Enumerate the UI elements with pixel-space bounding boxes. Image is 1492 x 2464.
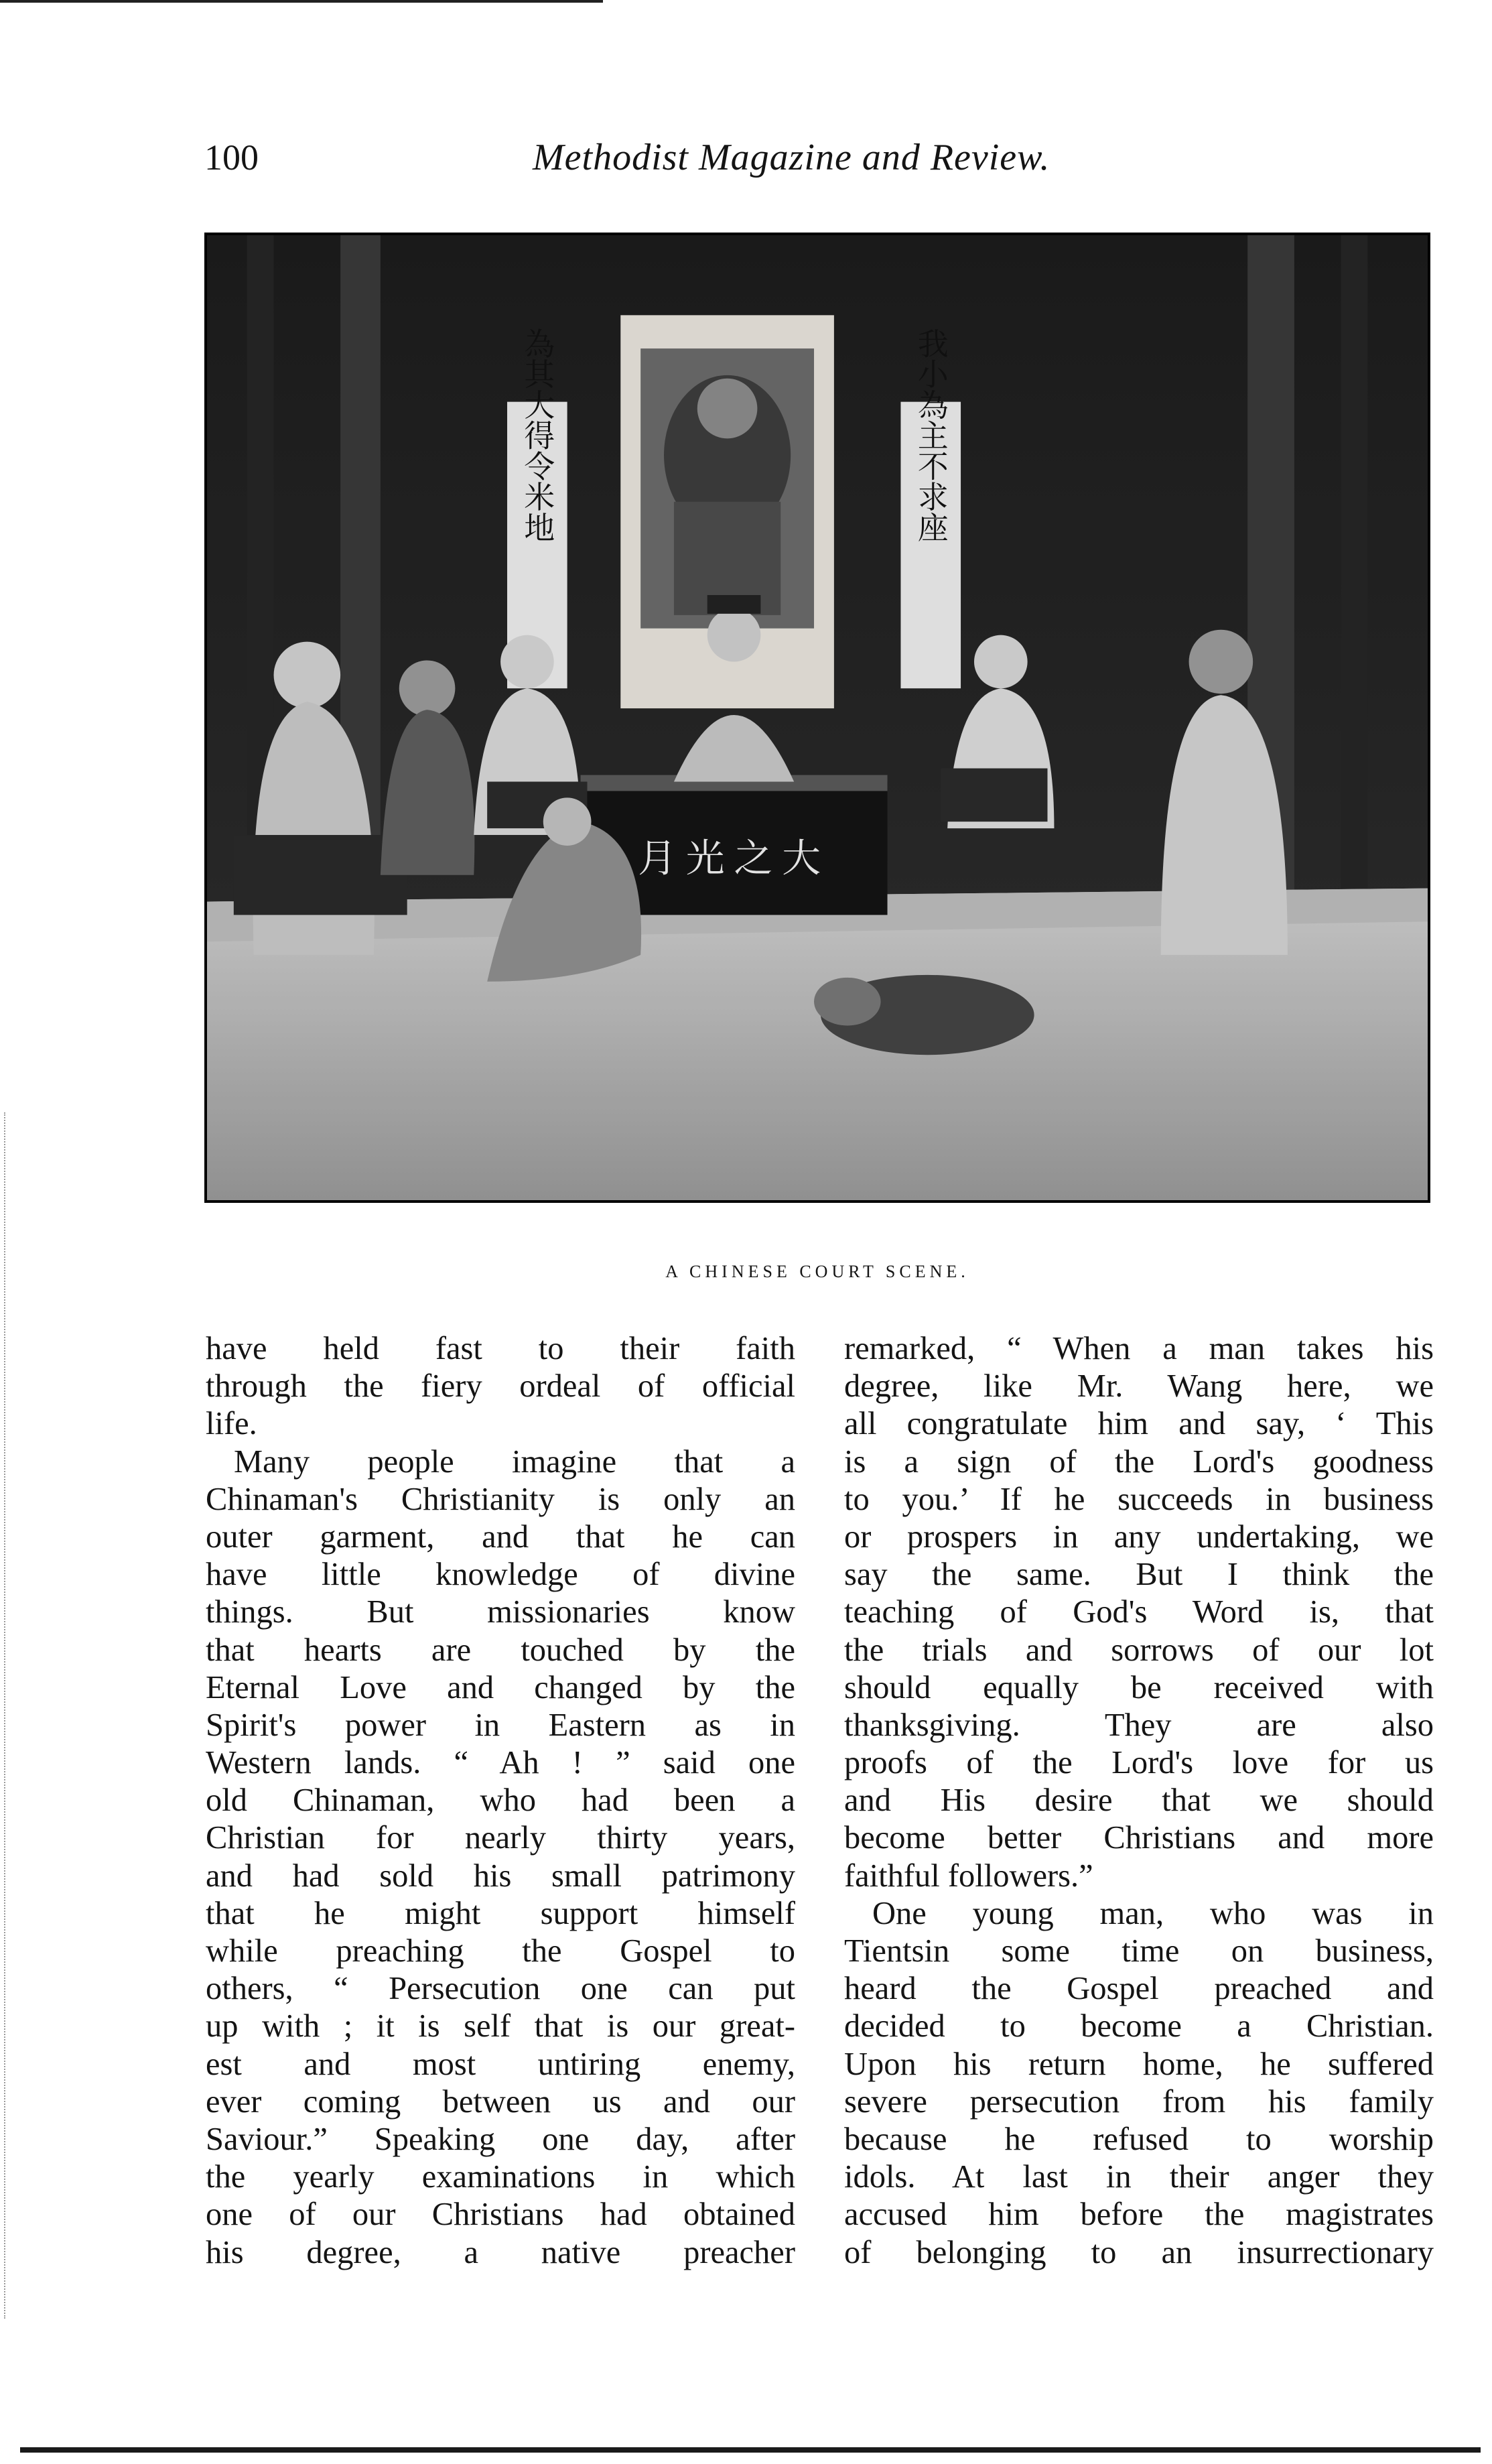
text-line: of belonging to an insurrectionary <box>844 2234 1434 2270</box>
right-text-column <box>844 1330 1434 2272</box>
text-line: Western lands. “ Ah ! ” said one <box>206 1745 795 1781</box>
text-line: because he refused to worship <box>844 2121 1434 2157</box>
page-header <box>204 134 1457 188</box>
right-scroll-text: 我小為主不求座 <box>912 328 949 543</box>
text-line: degree, like Mr. Wang here, we <box>844 1368 1434 1405</box>
text-line: thanksgiving. They are also <box>844 1707 1434 1743</box>
text-line: have held fast to their faith <box>206 1331 795 1366</box>
text-line: through the fiery ordeal of official <box>206 1368 795 1405</box>
text-line: proofs of the Lord's love for us <box>844 1745 1434 1781</box>
top-rule <box>0 0 603 3</box>
figure-caption: A CHINESE COURT SCENE. <box>665 1262 969 1281</box>
text-line: Spirit's power in Eastern as in <box>206 1707 795 1743</box>
text-line: others, “ Persecution one can put <box>206 1971 795 2007</box>
text-line: his degree, a native preacher <box>206 2234 795 2270</box>
text-line: Christian for nearly thirty years, <box>206 1820 795 1856</box>
left-text-column <box>206 1330 795 2272</box>
text-line: Upon his return home, he suffered <box>844 2046 1434 2082</box>
text-line: and had sold his small patrimony <box>206 1858 795 1894</box>
court-scene-photograph <box>204 233 1430 1203</box>
text-line: should equally be received with <box>844 1669 1434 1705</box>
text-line: one of our Christians had obtained <box>206 2197 795 2233</box>
text-line: and His desire that we should <box>844 1782 1434 1819</box>
text-line: ever coming between us and our <box>206 2083 795 2120</box>
text-line: idols. At last in their anger they <box>844 2159 1434 2195</box>
text-line: life. <box>206 1406 257 1442</box>
left-scroll-text: 為其大得令米地 <box>519 328 555 543</box>
photo-illustration <box>207 235 1428 1200</box>
text-line: remarked, “ When a man takes his <box>844 1331 1434 1366</box>
margin-marks <box>4 1112 8 2319</box>
text-line: faithful followers.” <box>844 1858 1093 1894</box>
running-title: Methodist Magazine and Review. <box>533 137 1050 178</box>
text-line: to you.’ If he succeeds in business <box>844 1481 1434 1517</box>
text-line: that hearts are touched by the <box>206 1632 795 1668</box>
text-line: the yearly examinations in which <box>206 2159 795 2195</box>
text-line: Saviour.” Speaking one day, after <box>206 2121 795 2157</box>
text-line: Chinaman's Christianity is only an <box>206 1481 795 1517</box>
text-line: things. But missionaries know <box>206 1594 795 1630</box>
text-line: become better Christians and more <box>844 1820 1434 1856</box>
text-line: all congratulate him and say, ‘ This <box>844 1406 1434 1442</box>
text-line: heard the Gospel preached and <box>844 1971 1434 2007</box>
bottom-rule <box>20 2447 1481 2453</box>
text-line: say the same. But I think the <box>844 1557 1434 1593</box>
text-line: Tientsin some time on business, <box>844 1933 1434 1969</box>
text-line: or prospers in any undertaking, we <box>844 1518 1434 1555</box>
text-line: teaching of God's Word is, that <box>844 1594 1434 1630</box>
text-line: Many people imagine that a <box>234 1443 795 1480</box>
text-line: is a sign of the Lord's goodness <box>844 1443 1434 1480</box>
text-line: outer garment, and that he can <box>206 1518 795 1555</box>
text-line: have little knowledge of divine <box>206 1557 795 1593</box>
page-number: 100 <box>204 137 259 178</box>
text-line: est and most untiring enemy, <box>206 2046 795 2082</box>
text-line: accused him before the magistrates <box>844 2197 1434 2233</box>
text-line: up with ; it is self that is our great- <box>206 2008 795 2045</box>
text-line: Eternal Love and changed by the <box>206 1669 795 1705</box>
text-line: while preaching the Gospel to <box>206 1933 795 1969</box>
text-line: decided to become a Christian. <box>844 2008 1434 2045</box>
text-line: that he might support himself <box>206 1895 795 1931</box>
text-line: the trials and sorrows of our lot <box>844 1632 1434 1668</box>
text-line: One young man, who was in <box>872 1895 1434 1931</box>
text-line: severe persecution from his family <box>844 2083 1434 2120</box>
text-line: old Chinaman, who had been a <box>206 1782 795 1819</box>
table-banner-text: 月光之大 <box>638 835 830 881</box>
